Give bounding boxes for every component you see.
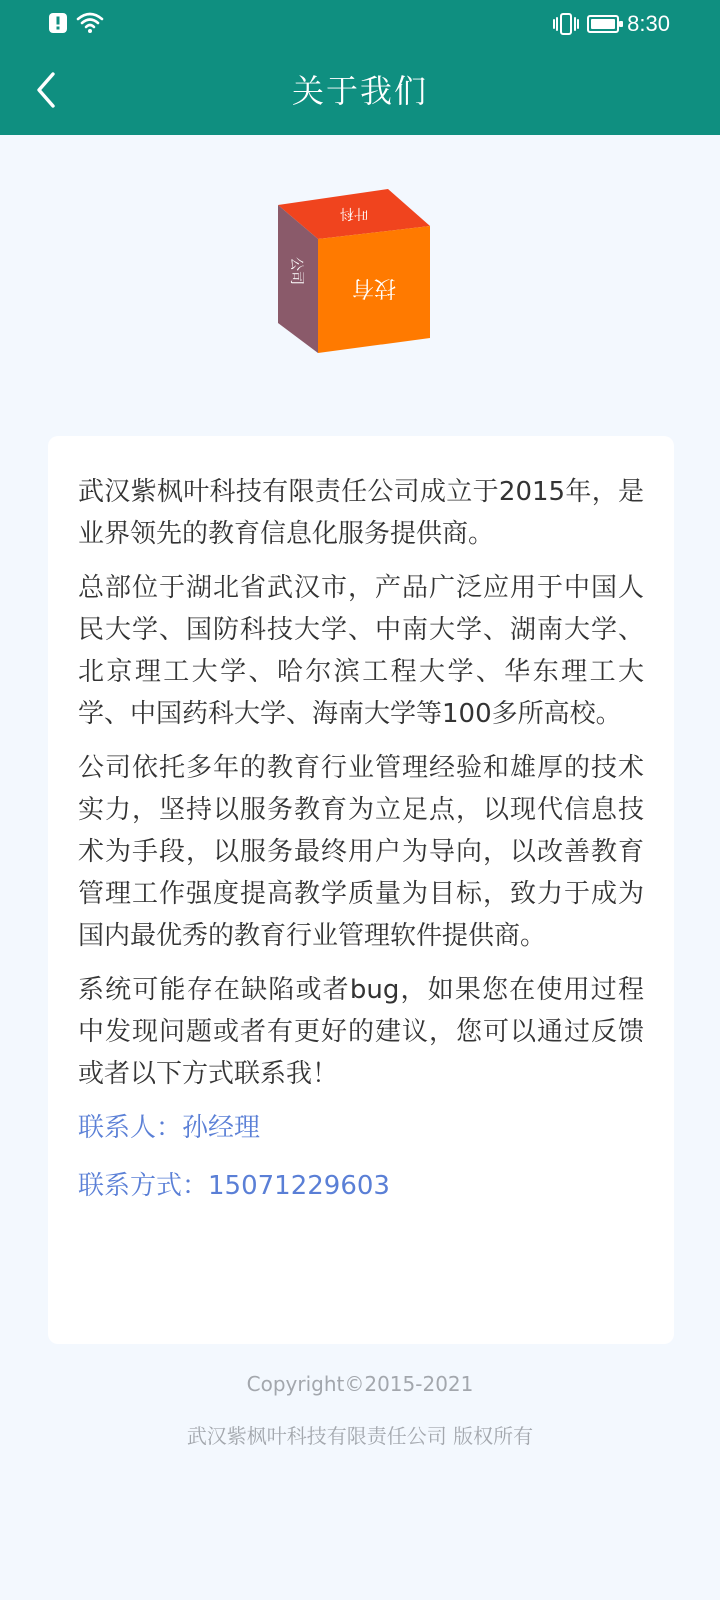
nav-bar <box>0 48 720 135</box>
page-title: 关于我们 <box>291 72 428 110</box>
logo-side-text: 公司 <box>288 257 304 285</box>
about-paragraph: 武汉紫枫叶科技有限责任公司成立于2015年，是业界领先的教育信息化服务提供商。 <box>78 477 644 549</box>
status-time: 8:30 <box>627 11 670 36</box>
about-paragraph: 公司依托多年的教育行业管理经验和雄厚的技术实力，坚持以服务教育为立足点，以现代信息技术为手段，以服务最终用户为导向，以改善教育管理工作强度提高教学质量为目标，致力于成为国内最优秀的教育行业管理软件提供商。 <box>78 753 644 951</box>
about-paragraph: 总部位于湖北省武汉市，产品广泛应用于中国人民大学、国防科技大学、中南大学、湖南大学、北京理工大学、哈尔滨工程大学、华东理工大学、中国药科大学、海南大学等100多所高校。 <box>78 573 644 729</box>
contact-person: 联系人：孙经理 <box>78 1113 261 1143</box>
contact-phone[interactable]: 联系方式：15071229603 <box>78 1171 390 1201</box>
app-header <box>0 0 720 135</box>
status-right-icons <box>553 10 670 38</box>
battery-level <box>591 19 615 29</box>
battery-icon <box>587 15 619 33</box>
about-card <box>48 436 674 1344</box>
status-bar <box>0 0 720 48</box>
status-left-icons <box>48 12 104 34</box>
logo-top-text: 叶科 <box>340 205 368 221</box>
wifi-icon <box>76 12 104 34</box>
about-paragraph: 系统可能存在缺陷或者bug，如果您在使用过程中发现问题或者有更好的建议，您可以通过反馈或者以下方式联系我！ <box>78 975 644 1089</box>
company-logo <box>270 183 450 363</box>
logo-front-text: 技有 <box>351 275 397 300</box>
logo-cube-icon <box>270 183 450 363</box>
rights-text: 武汉紫枫叶科技有限责任公司 版权所有 <box>186 1424 534 1448</box>
vibrate-icon <box>553 12 579 36</box>
copyright-text: Copyright©2015-2021 <box>246 1372 474 1396</box>
alert-notification-icon <box>48 12 68 34</box>
